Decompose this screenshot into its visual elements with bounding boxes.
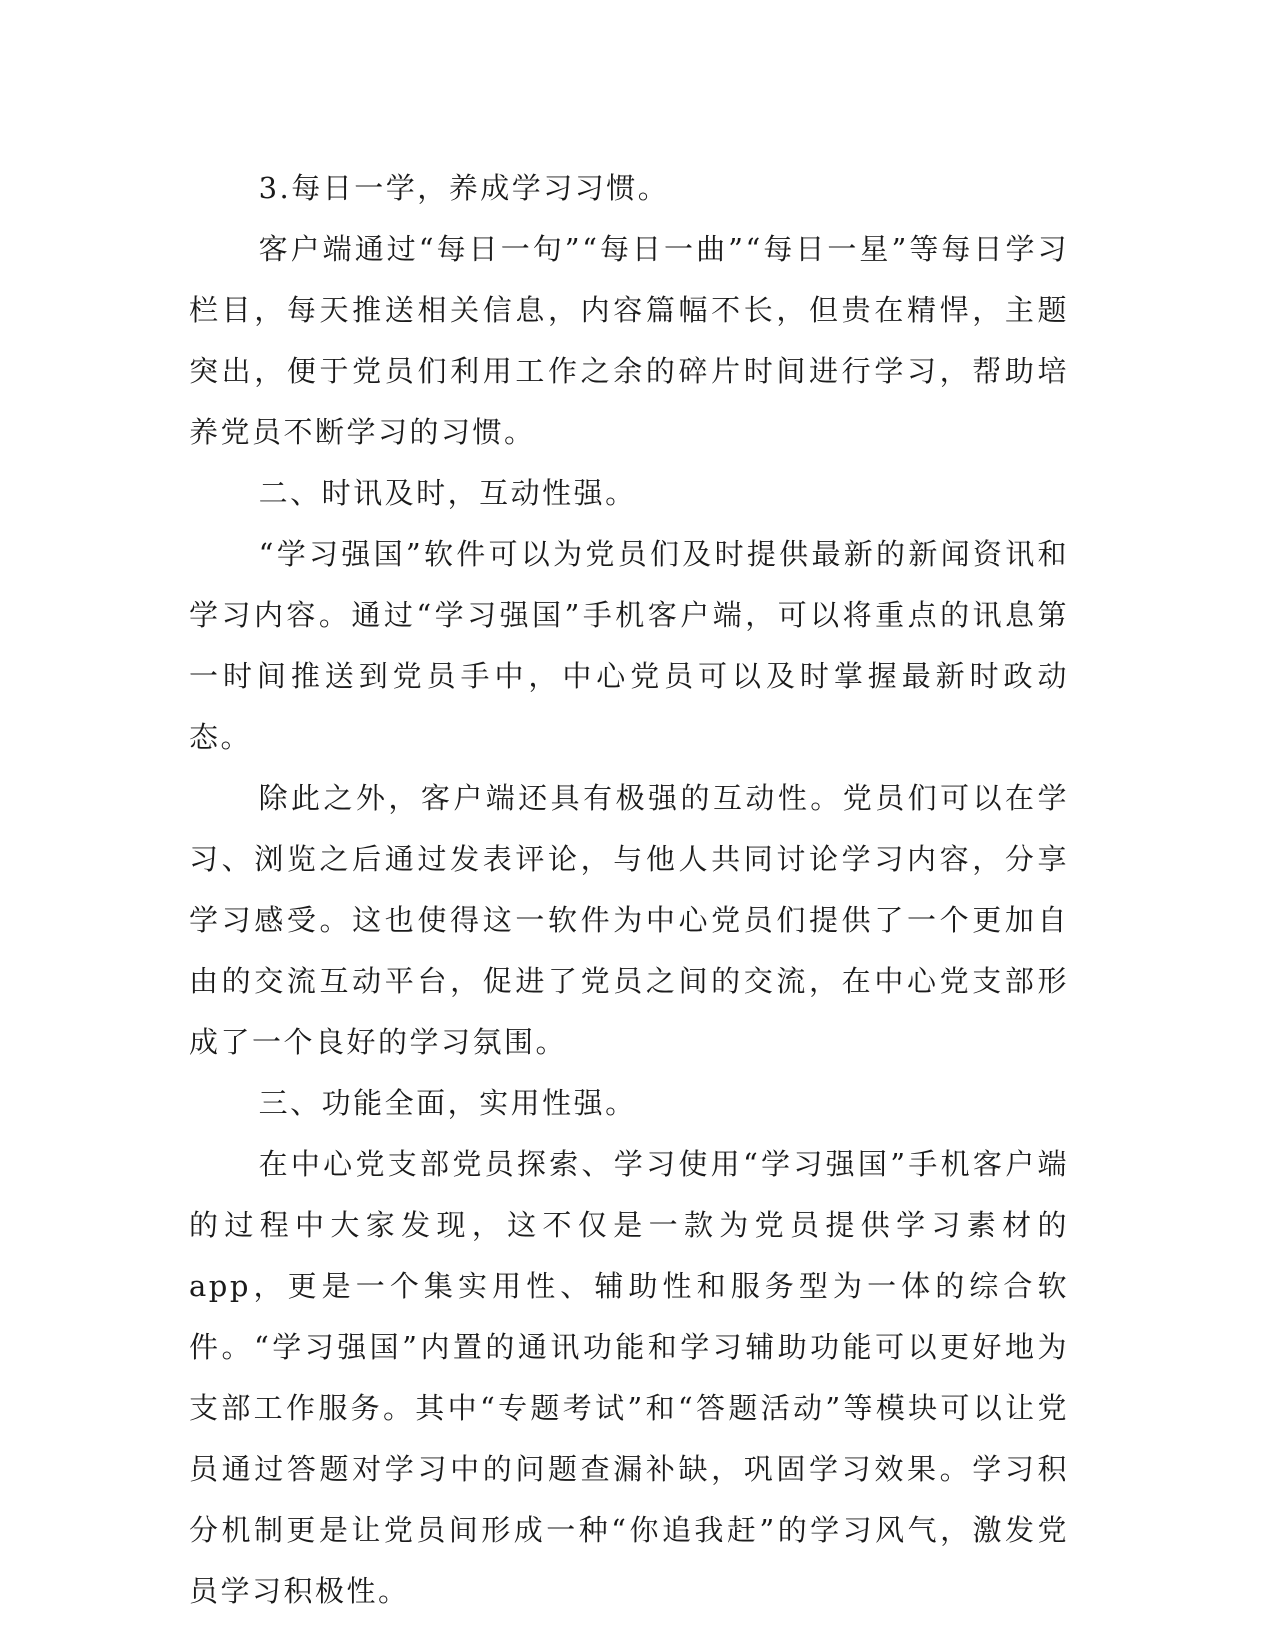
paragraph-timely-news: “学习强国”软件可以为党员们及时提供最新的新闻资讯和学习内容。通过“学习强国”手机客户端，可以将重点的讯息第一时间推送到党员手中，中心党员可以及时掌握最新时政动态。: [189, 537, 1069, 754]
document-body: [189, 158, 1069, 1622]
section-heading-daily-study: 3.每日一学，养成学习习惯。: [258, 171, 670, 205]
section-heading-full-function: 三、功能全面，实用性强。: [258, 1086, 637, 1120]
section-heading-timely-news: 二、时讯及时，互动性强。: [258, 476, 637, 510]
paragraph-full-function: 在中心党支部党员探索、学习使用“学习强国”手机客户端的过程中大家发现，这不仅是一款为党员提供学习素材的app，更是一个集实用性、辅助性和服务型为一体的综合软件。“学习强国”内置的通讯功能和学习辅助功能可以更好地为支部工作服务。其中“专题考试”和“答题活动”等模块可以让党员通过答题对学习中的问题查漏补缺，巩固学习效果。学习积分机制更是让党员间形成一种“你追我赶”的学习风气，激发党员学习积极性。: [189, 1147, 1069, 1608]
paragraph-interactivity: 除此之外，客户端还具有极强的互动性。党员们可以在学习、浏览之后通过发表评论，与他人共同讨论学习内容，分享学习感受。这也使得这一软件为中心党员们提供了一个更加自由的交流互动平台，促进了党员之间的交流，在中心党支部形成了一个良好的学习氛围。: [189, 781, 1069, 1059]
paragraph-daily-study: 客户端通过“每日一句”“每日一曲”“每日一星”等每日学习栏目，每天推送相关信息，内容篇幅不长，但贵在精悍，主题突出，便于党员们利用工作之余的碎片时间进行学习，帮助培养党员不断学习的习惯。: [189, 232, 1069, 449]
